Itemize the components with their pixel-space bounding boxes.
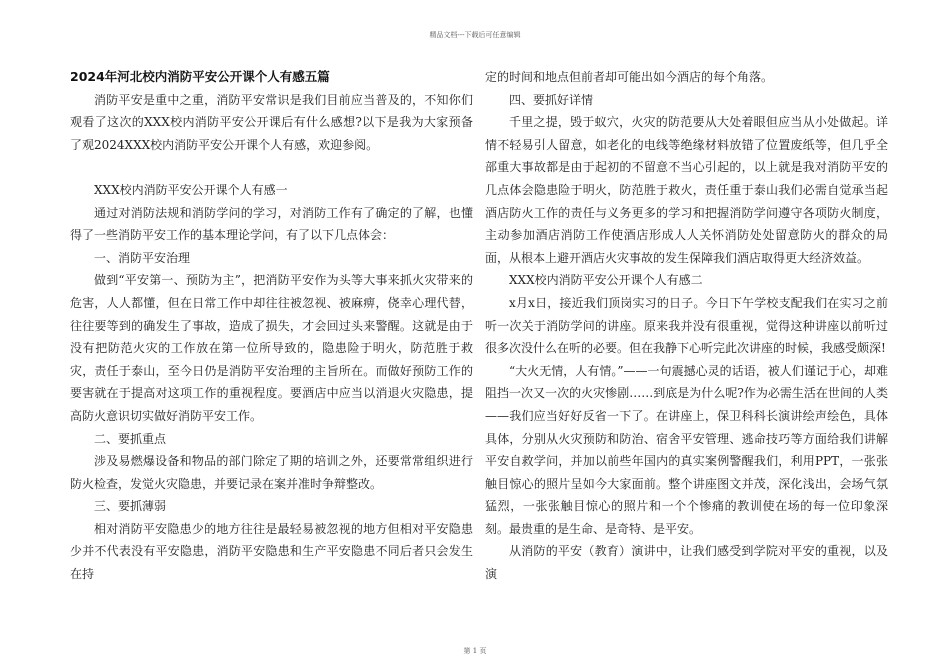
subheading-weak-points: 三、要抓薄弱 [94, 499, 167, 514]
subheading-focus: 二、要抓重点 [94, 431, 167, 446]
right-column [485, 66, 888, 586]
paragraph-continued: 定的时间和地点但前者却可能出如今酒店的每个角落。 [485, 70, 774, 84]
page-footer: 第 1 页 [463, 647, 487, 655]
paragraph: 相对消防平安隐患少的地方往往是最轻易被忽视的地方但相对平安隐患少并不代表没有平安隐患，消防平安隐患和生产平安隐患不同后者只会发生在持 [70, 521, 473, 582]
paragraph: “大火无情，人有情。”——一句震撼心灵的话语，被人们谨记于心，却难阻挡一次又一次的火灾惨剧……到底是为什么呢?作为必需生活在世间的人类——我们应当好好反省一下了。在讲座上，保卫科科长演讲绘声绘色，具体具体，分别从火灾预防和防治、宿舍平安管理、逃命技巧等方面给我们讲解平安自救学问，并加以前些年国内的真实案例警醒我们，利用PPT，一张张触目惊心的照片呈如今大家面前。整个讲座图文并茂，深化浅出，会场气氛猛烈，一张张触目惊心的照片和一个个惨痛的教训使在场的每一位印象深刻。最贵重的是生命、是奇特、是平安。 [485, 363, 888, 536]
section-heading-one: XXX校内消防平安公开课个人有感一 [94, 182, 288, 197]
paragraph: x月x日，接近我们顶岗实习的日子。今日下午学校支配我们在实习之前听一次关于消防学问的讲座。原来我并没有很重视，觉得这种讲座以前听过很多次没什么在听的必要。但在我静下心听完此次讲座的时候，我感受颇深! [485, 295, 888, 356]
document-title: 2024年河北校内消防平安公开课个人有感五篇 [70, 69, 330, 84]
paragraph: 从消防的平安（教育）演讲中，让我们感受到学院对平安的重视，以及演 [485, 544, 888, 582]
subheading-management: 一、消防平安治理 [94, 250, 191, 265]
page-header: 精品文档---下载后可任意编辑 [429, 31, 521, 39]
left-column [70, 66, 473, 586]
paragraph: 做到“平安第一、预防为主”，把消防平安作为头等大事来抓火灾带来的危害，人人都懂，但在日常工作中却往往被忽视、被麻痹，侥幸心理代替，往往要等到的确发生了事故，造成了损失，才会回过头来警醒。这就是由于没有把防范火灾的工作放在第一位所导致的，隐患险于明火，防范胜于救灾，责任于泰山，至今日仍是消防平安治理的主旨所在。而做好预防工作的要害就在于提高对这项工作的重视程度。要酒店中应当以消退火灾隐患，提高防火意识切实做好消防平安工作。 [70, 273, 473, 423]
paragraph: 千里之提，毁于蚁穴，火灾的防范要从大处着眼但应当从小处做起。详情不轻易引人留意，如老化的电线等绝缘材料放错了位置废纸等，但几乎全部重大事故都是由于起初的不留意不当心引起的，以上就是我对消防平安的几点体会隐患险于明火，防范胜于救火，责任重于泰山我们必需自觉承当起酒店防火工作的责任与义务更多的学习和把握消防学问遵守各项防火制度，主动参加酒店消防工作使酒店形成人人关怀消防处处留意防火的群众的局面，从根本上避开酒店火灾事故的发生保障我们酒店取得更大经济效益。 [485, 115, 888, 265]
section-heading-two: XXX校内消防平安公开课个人有感二 [509, 273, 703, 288]
paragraph: 通过对消防法规和消防学问的学习，对消防工作有了确定的了解，也懂得了一些消防平安工作的基本理论学问，有了以下几点体会： [70, 205, 473, 243]
intro-paragraph: 消防平安是重中之重，消防平安常识是我们目前应当普及的，不知你们观看了这次的XXX校内消防平安公开课后有什么感想?以下是我为大家预备了观2024XXX校内消防平安公开课个人有感，欢迎参阅。 [70, 92, 473, 152]
subheading-details: 四、要抓好详情 [509, 92, 594, 107]
paragraph: 涉及易燃爆设备和物品的部门除定了期的培训之外，还要常常组织进行防火检查，发觉火灾隐患，并要记录在案并准时争辩整改。 [70, 454, 473, 491]
